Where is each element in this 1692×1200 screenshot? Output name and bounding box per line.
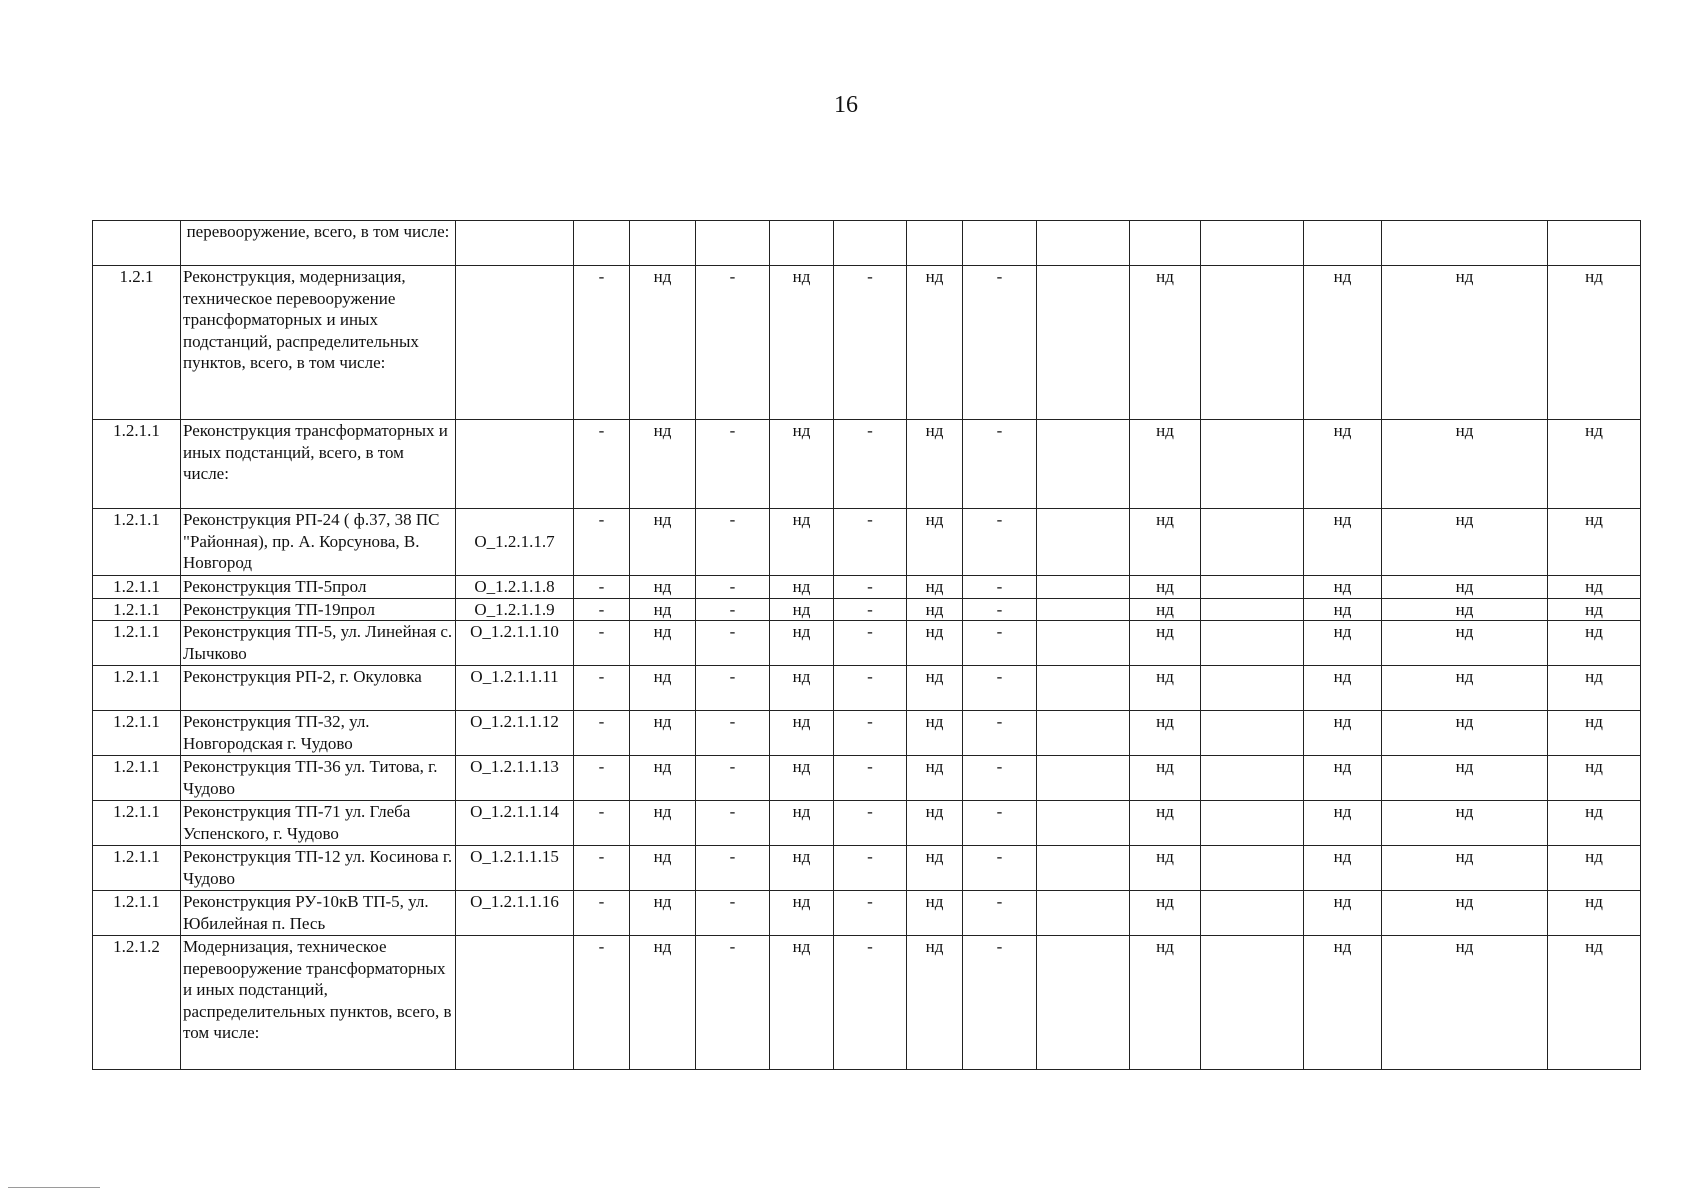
empty-cell <box>1201 756 1304 801</box>
value-cell <box>1037 509 1130 576</box>
value-cell: - <box>963 891 1037 936</box>
row-number: 1.2.1.1 <box>93 621 181 666</box>
value-cell: нд <box>770 666 834 711</box>
value-cell: нд <box>770 756 834 801</box>
value-cell: - <box>696 891 770 936</box>
value-cell <box>1037 420 1130 509</box>
value-cell <box>1037 221 1130 266</box>
value-cell: нд <box>1548 598 1641 621</box>
row-number: 1.2.1.1 <box>93 509 181 576</box>
value-cell: - <box>696 846 770 891</box>
value-cell: нд <box>630 936 696 1070</box>
value-cell: нд <box>1304 598 1382 621</box>
value-cell: - <box>696 666 770 711</box>
row-name: Реконструкция трансформаторных и иных подстанций, всего, в том числе: <box>181 420 456 509</box>
value-cell: - <box>963 846 1037 891</box>
value-cell: - <box>696 711 770 756</box>
value-cell <box>907 221 963 266</box>
value-cell: нд <box>907 266 963 420</box>
value-cell: нд <box>1382 598 1548 621</box>
value-cell: нд <box>1548 509 1641 576</box>
value-cell: нд <box>1304 509 1382 576</box>
empty-cell <box>1201 420 1304 509</box>
row-number: 1.2.1.1 <box>93 891 181 936</box>
value-cell: нд <box>1548 801 1641 846</box>
row-name: Реконструкция ТП-12 ул. Косинова г. Чудово <box>181 846 456 891</box>
value-cell: нд <box>907 598 963 621</box>
value-cell: нд <box>1130 666 1201 711</box>
value-cell: - <box>963 936 1037 1070</box>
value-cell: - <box>834 756 907 801</box>
footer-rule <box>8 1187 100 1188</box>
value-cell <box>1037 801 1130 846</box>
row-number: 1.2.1.1 <box>93 666 181 711</box>
row-number: 1.2.1.1 <box>93 711 181 756</box>
value-cell: нд <box>1382 576 1548 599</box>
empty-cell <box>1201 598 1304 621</box>
value-cell: нд <box>630 420 696 509</box>
value-cell: - <box>963 621 1037 666</box>
value-cell: нд <box>630 598 696 621</box>
value-cell: нд <box>1382 666 1548 711</box>
row-code: О_1.2.1.1.13 <box>456 756 574 801</box>
value-cell <box>1037 598 1130 621</box>
value-cell: нд <box>630 711 696 756</box>
value-cell: нд <box>770 598 834 621</box>
value-cell: нд <box>1548 266 1641 420</box>
value-cell: - <box>696 266 770 420</box>
value-cell <box>834 221 907 266</box>
value-cell: - <box>963 756 1037 801</box>
value-cell: нд <box>1548 846 1641 891</box>
value-cell: - <box>963 801 1037 846</box>
value-cell: - <box>834 801 907 846</box>
row-number: 1.2.1.1 <box>93 420 181 509</box>
value-cell: нд <box>1304 621 1382 666</box>
value-cell: нд <box>1130 621 1201 666</box>
value-cell: нд <box>1130 846 1201 891</box>
value-cell: нд <box>1304 756 1382 801</box>
empty-cell <box>1201 846 1304 891</box>
empty-cell <box>1201 891 1304 936</box>
empty-cell <box>1201 576 1304 599</box>
value-cell: нд <box>1548 891 1641 936</box>
value-cell: нд <box>1304 846 1382 891</box>
value-cell: - <box>834 598 907 621</box>
row-code <box>456 420 574 509</box>
value-cell: - <box>574 891 630 936</box>
value-cell: нд <box>1382 711 1548 756</box>
value-cell: - <box>963 576 1037 599</box>
value-cell: нд <box>1382 756 1548 801</box>
table-row <box>93 221 1641 266</box>
row-code: О_1.2.1.1.11 <box>456 666 574 711</box>
value-cell: нд <box>1548 936 1641 1070</box>
row-code: О_1.2.1.1.16 <box>456 891 574 936</box>
value-cell: нд <box>1304 666 1382 711</box>
value-cell: нд <box>770 711 834 756</box>
value-cell: нд <box>1382 846 1548 891</box>
row-code: О_1.2.1.1.12 <box>456 711 574 756</box>
value-cell: нд <box>1304 891 1382 936</box>
value-cell: нд <box>1130 598 1201 621</box>
investment-program-table <box>92 220 1641 1070</box>
value-cell: нд <box>1548 666 1641 711</box>
value-cell: - <box>574 711 630 756</box>
table-row <box>93 621 1641 666</box>
value-cell: нд <box>1130 576 1201 599</box>
value-cell: нд <box>1382 801 1548 846</box>
value-cell: нд <box>1548 576 1641 599</box>
table-row <box>93 509 1641 576</box>
value-cell: - <box>574 266 630 420</box>
table-row <box>93 666 1641 711</box>
value-cell: нд <box>1130 801 1201 846</box>
value-cell <box>1037 846 1130 891</box>
value-cell: нд <box>630 621 696 666</box>
value-cell <box>574 221 630 266</box>
value-cell: - <box>963 598 1037 621</box>
value-cell: нд <box>770 936 834 1070</box>
page-number: 16 <box>834 92 858 118</box>
row-name: Реконструкция ТП-36 ул. Титова, г. Чудово <box>181 756 456 801</box>
value-cell: нд <box>1304 420 1382 509</box>
row-code <box>456 266 574 420</box>
value-cell: - <box>574 801 630 846</box>
value-cell: нд <box>1304 576 1382 599</box>
value-cell: нд <box>907 576 963 599</box>
value-cell: - <box>696 936 770 1070</box>
value-cell: - <box>963 666 1037 711</box>
value-cell: - <box>574 846 630 891</box>
value-cell <box>1037 711 1130 756</box>
value-cell: нд <box>770 420 834 509</box>
value-cell: нд <box>770 576 834 599</box>
value-cell: нд <box>1382 266 1548 420</box>
empty-cell <box>1201 711 1304 756</box>
value-cell: - <box>834 711 907 756</box>
value-cell: нд <box>1548 621 1641 666</box>
value-cell: нд <box>907 891 963 936</box>
empty-cell <box>1201 621 1304 666</box>
value-cell: нд <box>1382 509 1548 576</box>
value-cell <box>630 221 696 266</box>
value-cell: нд <box>1382 420 1548 509</box>
value-cell: нд <box>1130 711 1201 756</box>
table-row <box>93 711 1641 756</box>
row-name: Реконструкция ТП-5, ул. Линейная с. Лычково <box>181 621 456 666</box>
value-cell: нд <box>1548 420 1641 509</box>
value-cell: - <box>963 420 1037 509</box>
table-row <box>93 576 1641 599</box>
value-cell <box>1037 666 1130 711</box>
value-cell: нд <box>1304 711 1382 756</box>
row-code: О_1.2.1.1.7 <box>456 509 574 576</box>
value-cell: нд <box>630 576 696 599</box>
row-name: Реконструкция ТП-32, ул. Новгородская г. Чудово <box>181 711 456 756</box>
value-cell <box>1037 576 1130 599</box>
value-cell <box>1037 621 1130 666</box>
value-cell: - <box>574 666 630 711</box>
row-number: 1.2.1.1 <box>93 598 181 621</box>
value-cell <box>1304 221 1382 266</box>
value-cell: - <box>963 509 1037 576</box>
row-name: Реконструкция ТП-19прол <box>181 598 456 621</box>
row-name: Реконструкция РУ-10кВ ТП-5, ул. Юбилейная п. Песь <box>181 891 456 936</box>
value-cell <box>963 221 1037 266</box>
value-cell: - <box>696 598 770 621</box>
value-cell: нд <box>1130 756 1201 801</box>
value-cell: - <box>574 756 630 801</box>
value-cell <box>1037 266 1130 420</box>
row-name: перевооружение, всего, в том числе: <box>181 221 456 266</box>
row-code: О_1.2.1.1.14 <box>456 801 574 846</box>
row-number: 1.2.1.2 <box>93 936 181 1070</box>
value-cell: нд <box>907 420 963 509</box>
value-cell: нд <box>1548 711 1641 756</box>
table-row <box>93 756 1641 801</box>
value-cell <box>1130 221 1201 266</box>
value-cell: - <box>963 711 1037 756</box>
row-code: О_1.2.1.1.10 <box>456 621 574 666</box>
value-cell: - <box>963 266 1037 420</box>
value-cell: нд <box>1130 266 1201 420</box>
value-cell <box>1037 756 1130 801</box>
table-row <box>93 936 1641 1070</box>
value-cell: - <box>696 756 770 801</box>
row-code: О_1.2.1.1.15 <box>456 846 574 891</box>
value-cell: нд <box>770 509 834 576</box>
value-cell: нд <box>1130 420 1201 509</box>
value-cell: нд <box>907 711 963 756</box>
value-cell: нд <box>1130 891 1201 936</box>
row-name: Реконструкция ТП-71 ул. Глеба Успенского, г. Чудово <box>181 801 456 846</box>
empty-cell <box>1201 221 1304 266</box>
value-cell: нд <box>630 891 696 936</box>
value-cell <box>770 221 834 266</box>
value-cell: нд <box>1130 936 1201 1070</box>
value-cell: нд <box>1382 891 1548 936</box>
value-cell: нд <box>630 266 696 420</box>
value-cell: - <box>574 598 630 621</box>
value-cell <box>1037 891 1130 936</box>
row-code <box>456 221 574 266</box>
value-cell: - <box>834 576 907 599</box>
table-row <box>93 598 1641 621</box>
value-cell: нд <box>770 266 834 420</box>
empty-cell <box>1201 936 1304 1070</box>
value-cell: - <box>834 621 907 666</box>
value-cell: - <box>574 576 630 599</box>
value-cell: - <box>696 420 770 509</box>
table-row <box>93 420 1641 509</box>
row-name: Модернизация, техническое перевооружение трансформаторных и иных подстанций, распределительных пунктов, всего, в том числе: <box>181 936 456 1070</box>
value-cell: нд <box>770 801 834 846</box>
value-cell: - <box>696 801 770 846</box>
value-cell: - <box>574 420 630 509</box>
value-cell: - <box>696 576 770 599</box>
value-cell: - <box>834 666 907 711</box>
value-cell: - <box>834 846 907 891</box>
row-code <box>456 936 574 1070</box>
value-cell: нд <box>1304 266 1382 420</box>
value-cell: - <box>834 420 907 509</box>
value-cell: - <box>574 621 630 666</box>
value-cell: - <box>834 509 907 576</box>
value-cell: нд <box>1382 621 1548 666</box>
value-cell: нд <box>907 756 963 801</box>
value-cell: нд <box>1304 801 1382 846</box>
row-number: 1.2.1.1 <box>93 756 181 801</box>
value-cell: нд <box>630 756 696 801</box>
empty-cell <box>1201 666 1304 711</box>
row-code: О_1.2.1.1.9 <box>456 598 574 621</box>
row-name: Реконструкция, модернизация, техническое перевооружение трансформаторных и иных подстанций, распределительных пунктов, всего, в том числе: <box>181 266 456 420</box>
value-cell: - <box>696 621 770 666</box>
value-cell: - <box>574 936 630 1070</box>
value-cell: нд <box>770 891 834 936</box>
value-cell: нд <box>630 801 696 846</box>
empty-cell <box>1201 509 1304 576</box>
row-number: 1.2.1.1 <box>93 846 181 891</box>
table-row <box>93 891 1641 936</box>
value-cell: нд <box>907 666 963 711</box>
value-cell <box>1382 221 1548 266</box>
value-cell: нд <box>1130 509 1201 576</box>
value-cell: нд <box>1382 936 1548 1070</box>
row-number: 1.2.1 <box>93 266 181 420</box>
value-cell: нд <box>907 846 963 891</box>
value-cell: - <box>696 509 770 576</box>
value-cell <box>1037 936 1130 1070</box>
value-cell: нд <box>770 846 834 891</box>
value-cell: - <box>834 266 907 420</box>
value-cell: нд <box>1304 936 1382 1070</box>
value-cell: - <box>834 936 907 1070</box>
row-number <box>93 221 181 266</box>
value-cell: нд <box>907 801 963 846</box>
row-number: 1.2.1.1 <box>93 576 181 599</box>
table-row <box>93 801 1641 846</box>
table-row <box>93 846 1641 891</box>
value-cell <box>696 221 770 266</box>
value-cell: нд <box>630 846 696 891</box>
value-cell: нд <box>1548 756 1641 801</box>
value-cell: нд <box>907 509 963 576</box>
value-cell: нд <box>907 621 963 666</box>
table-body <box>93 221 1641 1070</box>
value-cell: нд <box>907 936 963 1070</box>
value-cell: - <box>834 891 907 936</box>
empty-cell <box>1201 801 1304 846</box>
value-cell: нд <box>630 509 696 576</box>
value-cell: - <box>574 509 630 576</box>
row-name: Реконструкция РП-2, г. Окуловка <box>181 666 456 711</box>
value-cell <box>1548 221 1641 266</box>
row-name: Реконструкция РП-24 ( ф.37, 38 ПС "Районная), пр. А. Корсунова, В. Новгород <box>181 509 456 576</box>
row-name: Реконструкция ТП-5прол <box>181 576 456 599</box>
value-cell: нд <box>630 666 696 711</box>
row-number: 1.2.1.1 <box>93 801 181 846</box>
table-row <box>93 266 1641 420</box>
empty-cell <box>1201 266 1304 420</box>
row-code: О_1.2.1.1.8 <box>456 576 574 599</box>
value-cell: нд <box>770 621 834 666</box>
